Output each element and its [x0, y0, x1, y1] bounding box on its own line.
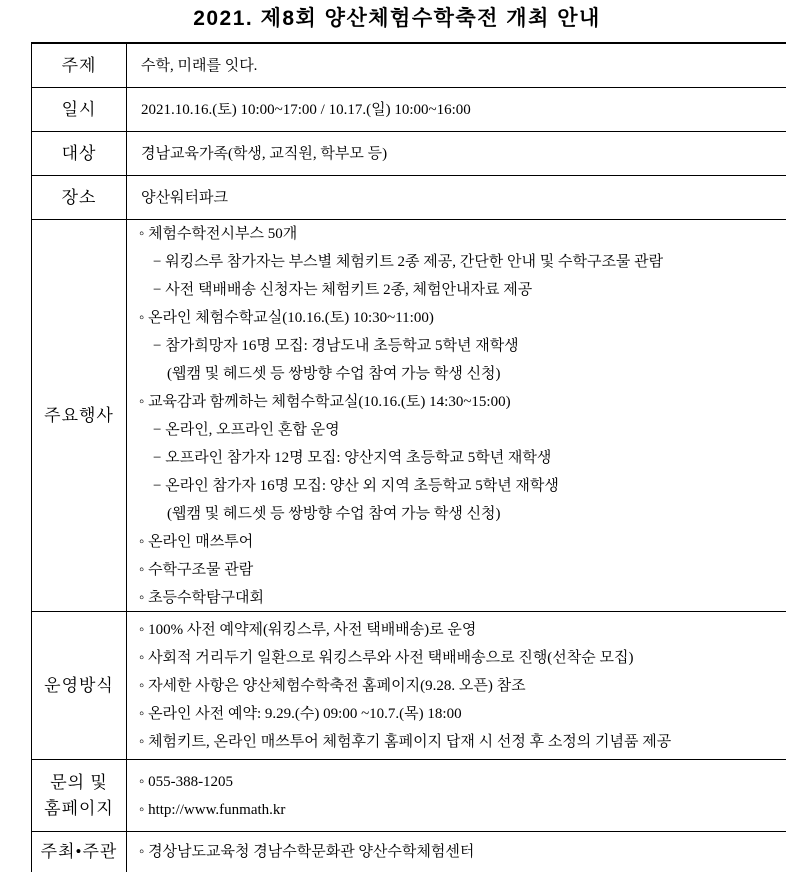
table-row-host [32, 832, 786, 872]
content-line: ◦ 경상남도교육청 경남수학문화관 양산수학체험센터 [139, 844, 475, 860]
row-label-operation: 운영방식 [44, 675, 114, 695]
table-row-operation [32, 612, 786, 760]
content-line: − 사전 택배배송 신청자는 체험키트 2종, 체험안내자료 제공 [153, 281, 533, 298]
content-line: ◦ 온라인 매쓰투어 [139, 533, 254, 550]
page-title: 2021. 제8회 양산체험수학축전 개최 안내 [193, 7, 601, 30]
content-line: ◦ 100% 사전 예약제(워킹스루, 사전 택배배송)로 운영 [139, 621, 477, 638]
row-content-venue [126, 176, 786, 219]
content-line: − 오프라인 참가자 12명 모집: 양산지역 초등학교 5학년 재학생 [153, 449, 552, 466]
row-label-host: 주최•주관 [40, 842, 118, 861]
content-line: ◦ 온라인 체험수학교실(10.16.(토) 10:30~11:00) [139, 309, 434, 326]
row-content-operation [126, 612, 786, 759]
announcement-table [31, 42, 786, 872]
content-line: ◦ 체험수학전시부스 50개 [139, 225, 298, 242]
content-line: − 온라인, 오프라인 혼합 운영 [153, 421, 340, 438]
table-row-venue [32, 176, 786, 220]
content-line: 수학, 미래를 잇다. [141, 57, 258, 74]
content-line: ◦ 사회적 거리두기 일환으로 워킹스루와 사전 택배배송으로 진행(선착순 모집) [139, 649, 634, 666]
content-line: (웹캠 및 헤드셋 등 쌍방향 수업 참여 가능 학생 신청) [167, 505, 501, 522]
table-row-main-events [32, 220, 786, 612]
content-line: 경남교육가족(학생, 교직원, 학부모 등) [141, 145, 388, 162]
content-line: ◦ 자세한 사항은 양산체험수학축전 홈페이지(9.28. 오픈) 참조 [139, 677, 526, 694]
table-row-contact [32, 760, 786, 832]
content-line: − 온라인 참가자 16명 모집: 양산 외 지역 초등학교 5학년 재학생 [153, 477, 559, 494]
content-line: − 워킹스루 참가자는 부스별 체험키트 2종 제공, 간단한 안내 및 수학구조물 관람 [153, 253, 664, 270]
row-label-topic: 주제 [61, 55, 97, 75]
content-line: 양산워터파크 [141, 189, 228, 206]
content-line: ◦ 교육감과 함께하는 체험수학교실(10.16.(토) 14:30~15:00) [139, 393, 511, 410]
table-row-audience [32, 132, 786, 176]
content-line: ◦ 초등수학탐구대회 [139, 589, 264, 606]
content-line: (웹캠 및 헤드셋 등 쌍방향 수업 참여 가능 학생 신청) [167, 365, 501, 382]
row-content-main-events [126, 220, 786, 611]
content-line: ◦ 온라인 사전 예약: 9.29.(수) 09:00 ~10.7.(목) 18:00 [139, 705, 462, 722]
table-row-topic [32, 44, 786, 88]
row-content-host [126, 832, 786, 872]
row-label-main-events: 주요행사 [44, 405, 114, 425]
content-line: ◦ http://www.funmath.kr [139, 801, 286, 818]
content-line: ◦ 055-388-1205 [139, 773, 234, 790]
row-label-datetime: 일시 [61, 99, 97, 119]
content-line: ◦ 수학구조물 관람 [139, 561, 254, 578]
row-content-contact [126, 760, 786, 831]
row-content-audience [126, 132, 786, 175]
content-line: 2021.10.16.(토) 10:00~17:00 / 10.17.(일) 10:00~16:00 [141, 101, 471, 118]
row-label-audience: 대상 [61, 143, 97, 163]
row-content-datetime [126, 88, 786, 131]
table-row-datetime [32, 88, 786, 132]
row-content-topic [126, 44, 786, 87]
row-label-contact: 문의 및 홈페이지 [44, 772, 114, 818]
row-label-venue: 장소 [61, 187, 97, 207]
content-line: − 참가희망자 16명 모집: 경남도내 초등학교 5학년 재학생 [153, 337, 519, 354]
content-line: ◦ 체험키트, 온라인 매쓰투어 체험후기 홈페이지 답재 시 선정 후 소정의 기념품 제공 [139, 733, 672, 750]
